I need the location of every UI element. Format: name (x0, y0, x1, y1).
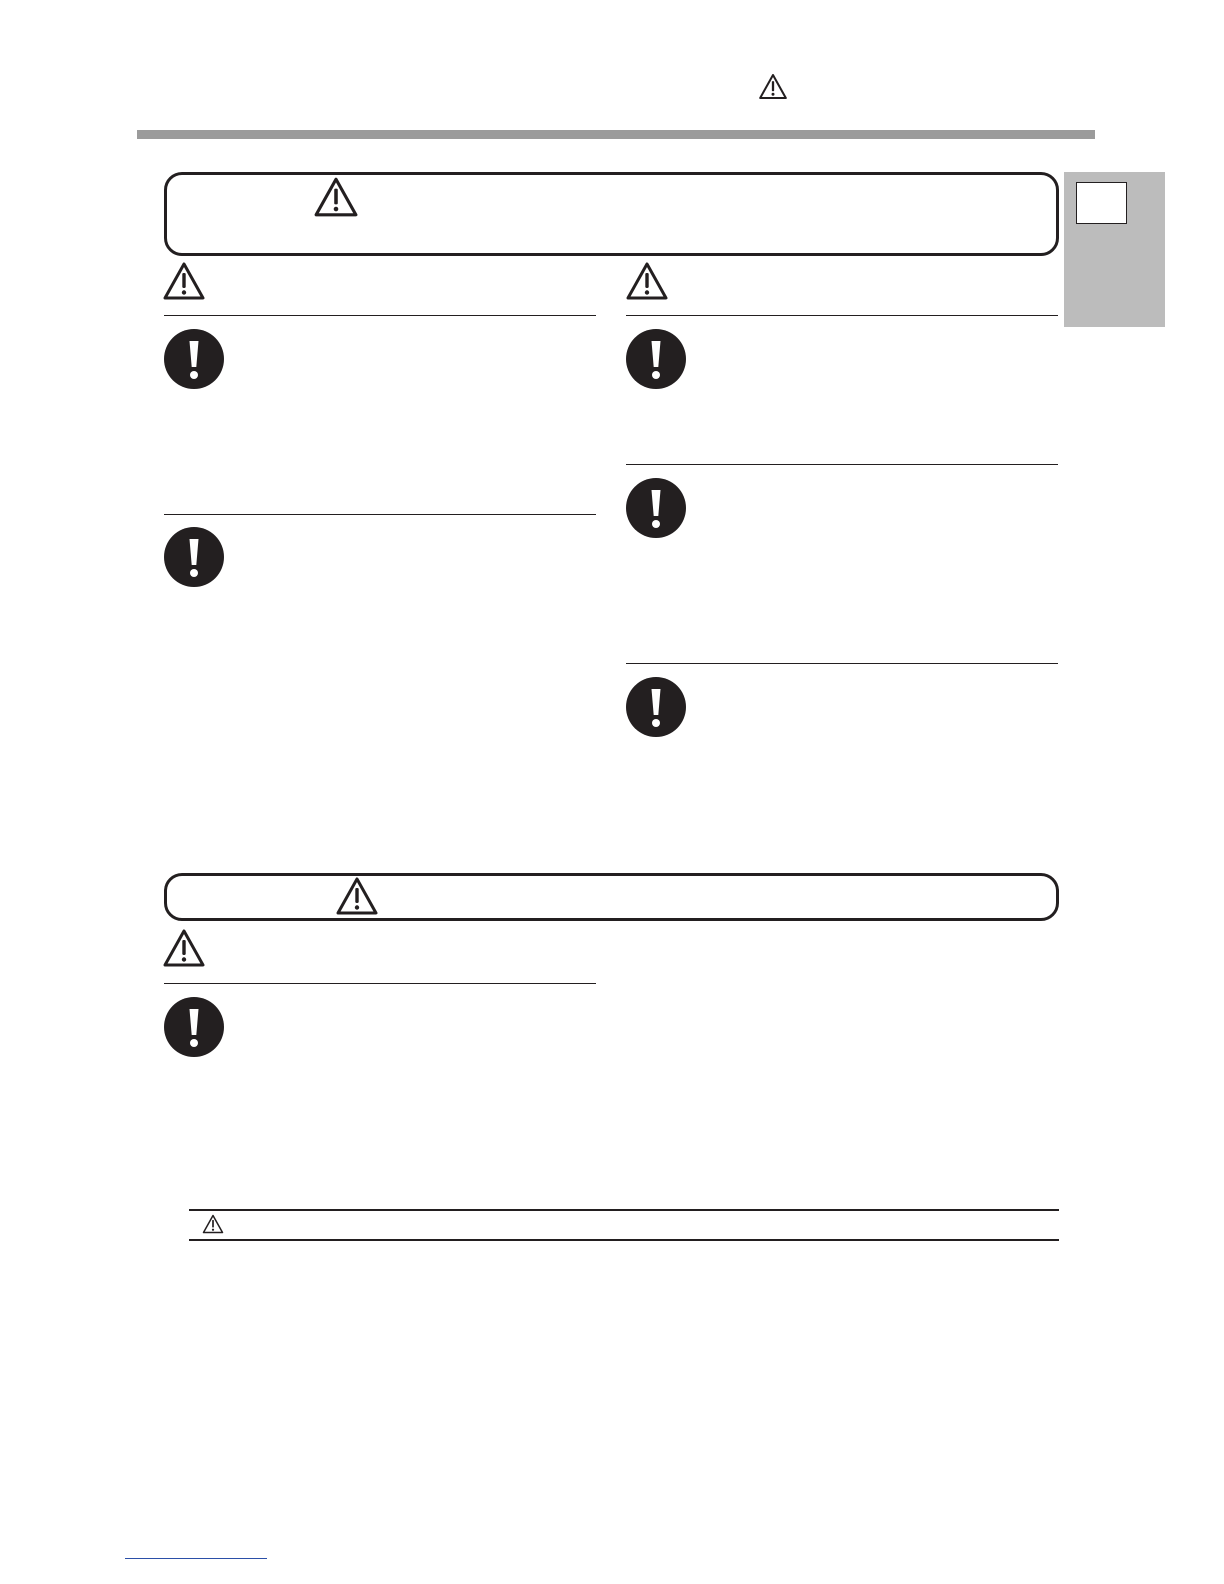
header-warning-icon (758, 73, 788, 100)
section-2-heading-warning-icon (162, 928, 206, 968)
mandatory-exclamation-icon (164, 527, 224, 587)
col-right-heading-warning-icon (625, 261, 669, 301)
footer-link-underline[interactable] (125, 1558, 267, 1559)
chapter-tab-box (1076, 182, 1127, 224)
divider (164, 983, 596, 984)
mandatory-exclamation-icon (626, 329, 686, 389)
mandatory-exclamation-icon (626, 478, 686, 538)
divider (626, 315, 1058, 316)
mandatory-exclamation-icon (164, 997, 224, 1057)
divider (626, 663, 1058, 664)
footer-note-warning-icon (202, 1214, 224, 1234)
col-left-heading-warning-icon (162, 261, 206, 301)
mandatory-exclamation-icon (626, 677, 686, 737)
footer-note-bottom-rule (189, 1239, 1059, 1241)
header-rule (137, 130, 1095, 139)
section-2-banner-warning-icon (335, 876, 379, 916)
divider (626, 464, 1058, 465)
section-1-banner-warning-icon (313, 176, 359, 218)
footer-note-top-rule (189, 1209, 1059, 1211)
section-1-banner (164, 172, 1059, 256)
section-2-banner (164, 873, 1059, 921)
mandatory-exclamation-icon (164, 329, 224, 389)
divider (164, 514, 596, 515)
divider (164, 315, 596, 316)
